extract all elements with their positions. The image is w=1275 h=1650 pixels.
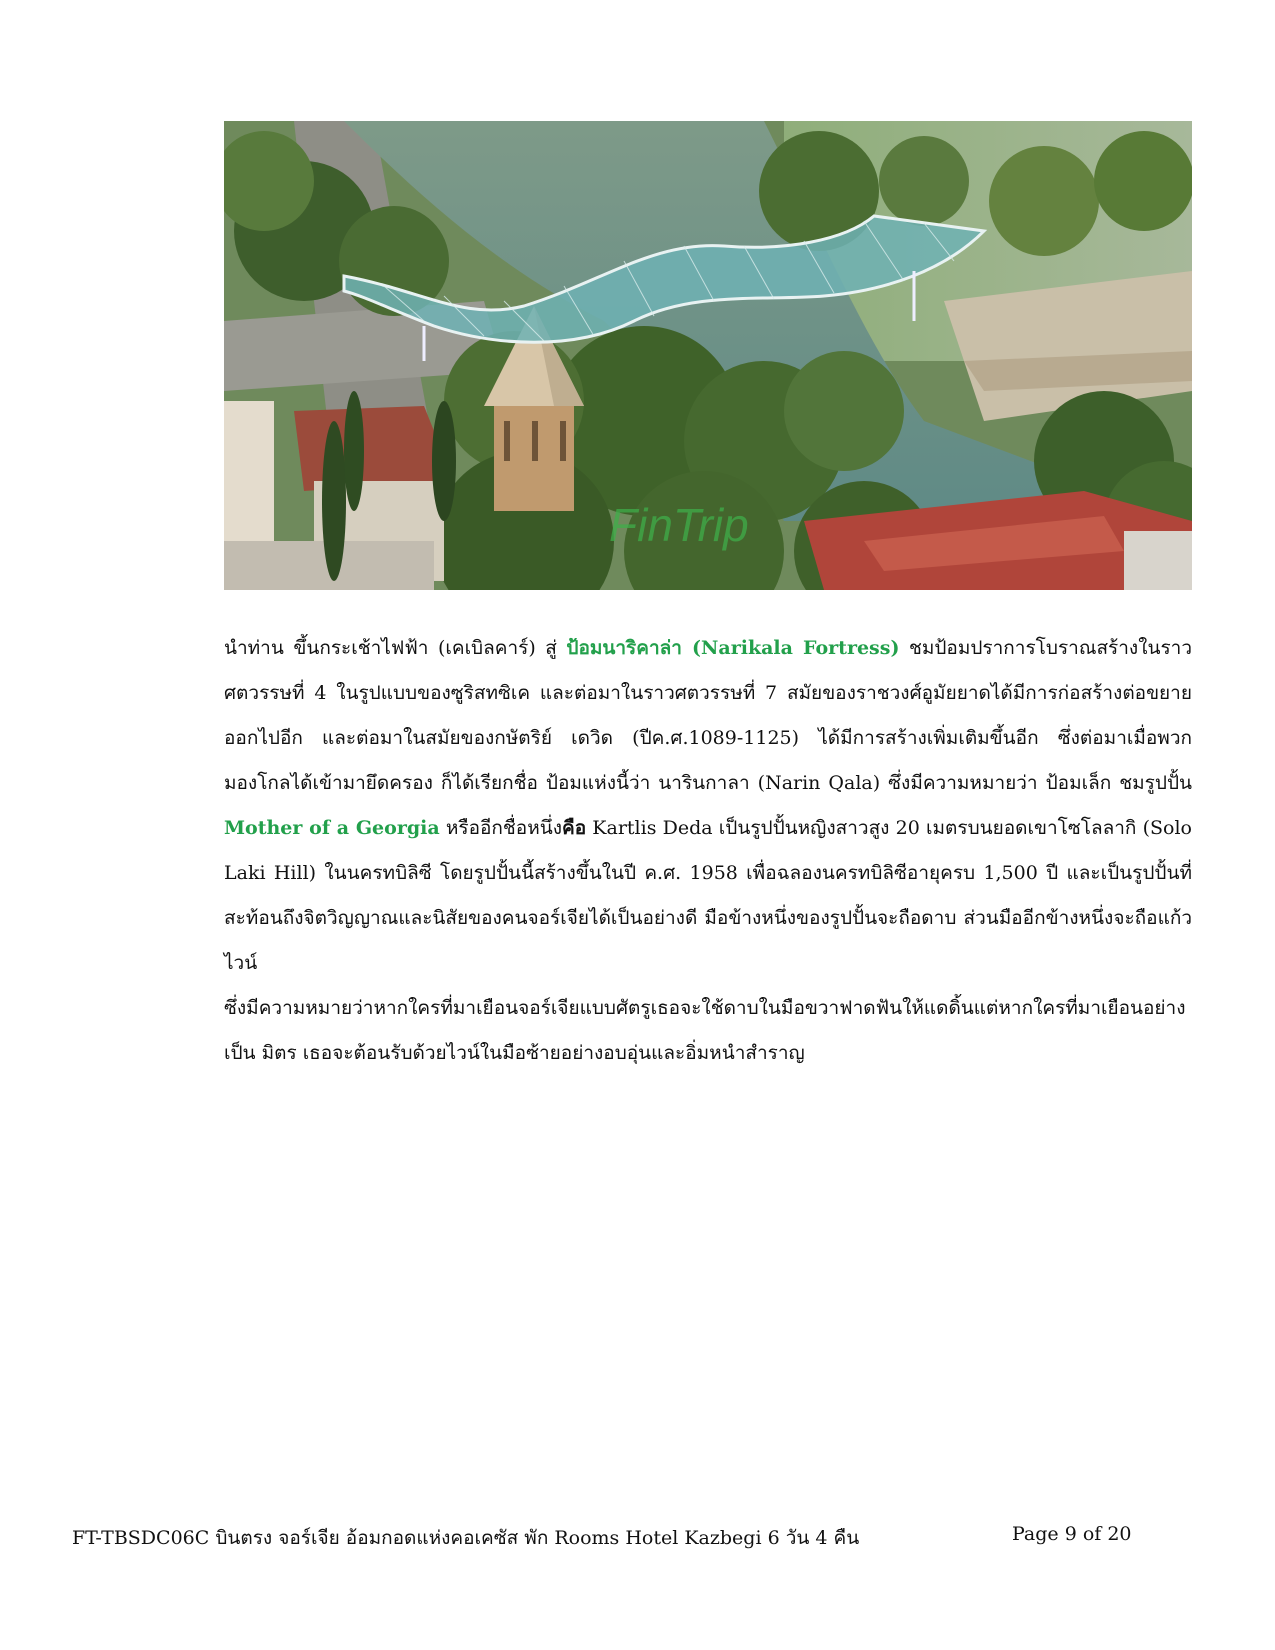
mother-of-georgia-highlight: Mother of a Georgia [224,817,440,839]
attraction-description [224,626,1192,1076]
tbilisi-photo [224,121,1192,590]
intro-text: นำท่าน ขึ้นกระเช้าไฟฟ้า (เคเบิลคาร์) สู่ [224,637,567,659]
footer-page-number: Page 9 of 20 [1012,1523,1132,1545]
statue-meaning-paragraph: ซึ่งมีความหมายว่าหากใครที่มาเยือนจอร์เจียแบบศัตรูเธอจะใช้ดาบในมือขวาฟาดฟันให้แดดิ้นแต่หากใครที่มาเยือนอย่างเป็น มิตร เธอจะต้อนรับด้วยไวน์ในมือซ้ายอย่างอบอุ่นและอิ่มหนำสำราญ [224,997,1186,1064]
narikala-paragraph [224,626,1192,986]
fintrip-watermark: FinTrip [609,499,749,551]
fortress-history-text: ชมป้อมปราการโบราณสร้างในราวศตวรรษที่ 4 ในรูปแบบของซูริสทซิเค และต่อมาในราวศตวรรษที่ 7 สมัยของราชวงศ์อูมัยยาดได้มีการก่อสร้างต่อขยายออกไปอีก และต่อมาในสมัยของกษัตริย์ เดวิด (ปีค.ศ.1089-1125) ได้มีการสร้างเพิ่มเติมขึ้นอีก ซึ่งต่อมาเมื่อพวกมองโกลได้เข้ามายึดครอง ก็ได้เรียกชื่อ ป้อมแห่งนี้ว่า นารินกาลา (Narin Qala) ซึ่งมีความหมายว่า ป้อมเล็ก ชมรูปปั้น [224,637,1193,794]
alias-intro-text: หรืออีกชื่อหนึ่ง [439,817,562,839]
narikala-fortress-highlight: ป้อมนาริคาล่า (Narikala Fortress) [566,637,900,659]
alias-bold-word: คือ [562,817,587,839]
footer-document-title: FT-TBSDC06C บินตรง จอร์เจีย อ้อมกอดแห่งคอเคซัส พัก Rooms Hotel Kazbegi 6 วัน 4 คืน [72,1527,860,1549]
statue-description-text: Kartlis Deda เป็นรูปปั้นหญิงสาวสูง 20 เมตรบนยอดเขาโซโลลากิ (Solo Laki Hill) ในนครทบิลิซี โดยรูปปั้นนี้สร้างขึ้นในปี ค.ศ. 1958 เพื่อฉลองนครทบิลิซีอายุครบ 1,500 ปี และเป็นรูปปั้นที่สะท้อนถึงจิตวิญญาณและนิสัยของคนจอร์เจียได้เป็นอย่างดี มือข้างหนึ่งของรูปปั้นจะถือดาบ ส่วนมืออีกข้างหนึ่งจะถือแก้วไวน์ [224,817,1192,974]
